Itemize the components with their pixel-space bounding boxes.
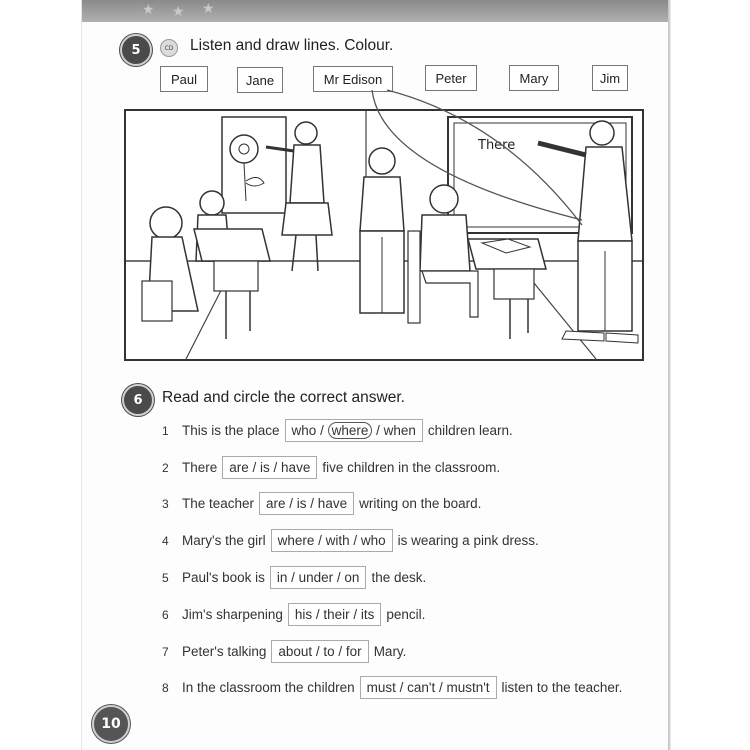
page-spine-shadow <box>668 0 671 750</box>
header-band <box>82 0 668 22</box>
workbook-page <box>82 0 668 750</box>
question-text-before: Paul's book is <box>182 570 265 585</box>
answer-options-box[interactable]: about / to / for <box>271 640 368 663</box>
question-row <box>162 490 481 517</box>
cd-icon: CD <box>160 39 178 57</box>
question-text-before: Peter's talking <box>182 644 267 659</box>
question-number: 7 <box>162 644 169 659</box>
question-text-before: There <box>182 460 218 475</box>
page-number-badge: 10 <box>92 705 130 743</box>
question-row <box>162 674 622 701</box>
star-decoration-icon: ★ <box>142 2 155 18</box>
question-number: 4 <box>162 533 169 548</box>
exercise-6-instruction: Read and circle the correct answer. <box>162 389 405 406</box>
question-row <box>162 527 539 554</box>
question-text-after: pencil. <box>386 607 426 622</box>
question-text-after: the desk. <box>371 570 427 585</box>
name-box-mr-edison[interactable]: Mr Edison <box>313 66 393 92</box>
answer-options-box[interactable]: his / their / its <box>288 603 382 626</box>
answer-options-box[interactable]: must / can't / mustn't <box>360 676 497 699</box>
answer-options-box[interactable]: in / under / on <box>270 566 367 589</box>
option-when[interactable]: / when <box>376 423 416 438</box>
question-row <box>162 638 406 665</box>
answer-options-box[interactable]: are / is / have <box>222 456 317 479</box>
answer-lines <box>82 80 668 340</box>
option-where-circled[interactable]: where <box>328 422 373 439</box>
question-row <box>162 601 425 628</box>
star-decoration-icon: ★ <box>172 4 185 20</box>
question-row <box>162 564 426 591</box>
question-text-before: Mary's the girl <box>182 533 266 548</box>
star-decoration-icon: ★ <box>202 1 215 17</box>
question-text-after: writing on the board. <box>359 496 482 511</box>
exercise-number-badge: 5 <box>120 34 152 66</box>
board-writing: There <box>478 138 516 153</box>
question-text-before: In the classroom the children <box>182 680 355 695</box>
option-who[interactable]: who / <box>291 423 324 438</box>
question-number: 8 <box>162 680 169 695</box>
question-text-after: five children in the classroom. <box>322 460 501 475</box>
question-text-after: is wearing a pink dress. <box>397 533 539 548</box>
question-number: 6 <box>162 607 169 622</box>
question-text-after: Mary. <box>373 644 407 659</box>
name-box-peter[interactable]: Peter <box>425 65 477 91</box>
question-number: 5 <box>162 570 169 585</box>
question-number: 2 <box>162 460 169 475</box>
question-text-before: Jim's sharpening <box>182 607 283 622</box>
question-text-after: listen to the teacher. <box>501 680 623 695</box>
question-row <box>162 454 500 481</box>
answer-options-box[interactable]: where / with / who <box>271 529 393 552</box>
question-text-before: This is the place <box>182 423 280 438</box>
name-box-jim[interactable]: Jim <box>592 65 628 91</box>
question-text-after: children learn. <box>427 423 513 438</box>
exercise-number-badge: 6 <box>122 384 154 416</box>
question-text-before: The teacher <box>182 496 255 511</box>
exercise-5-instruction: Listen and draw lines. Colour. <box>190 37 394 54</box>
question-row <box>162 417 513 444</box>
answer-options-box[interactable] <box>285 419 423 442</box>
question-number: 3 <box>162 496 169 511</box>
name-box-mary[interactable]: Mary <box>509 65 559 91</box>
name-box-paul[interactable]: Paul <box>160 66 208 92</box>
name-box-jane[interactable]: Jane <box>237 67 283 93</box>
answer-options-box[interactable]: are / is / have <box>259 492 354 515</box>
question-number: 1 <box>162 423 169 438</box>
